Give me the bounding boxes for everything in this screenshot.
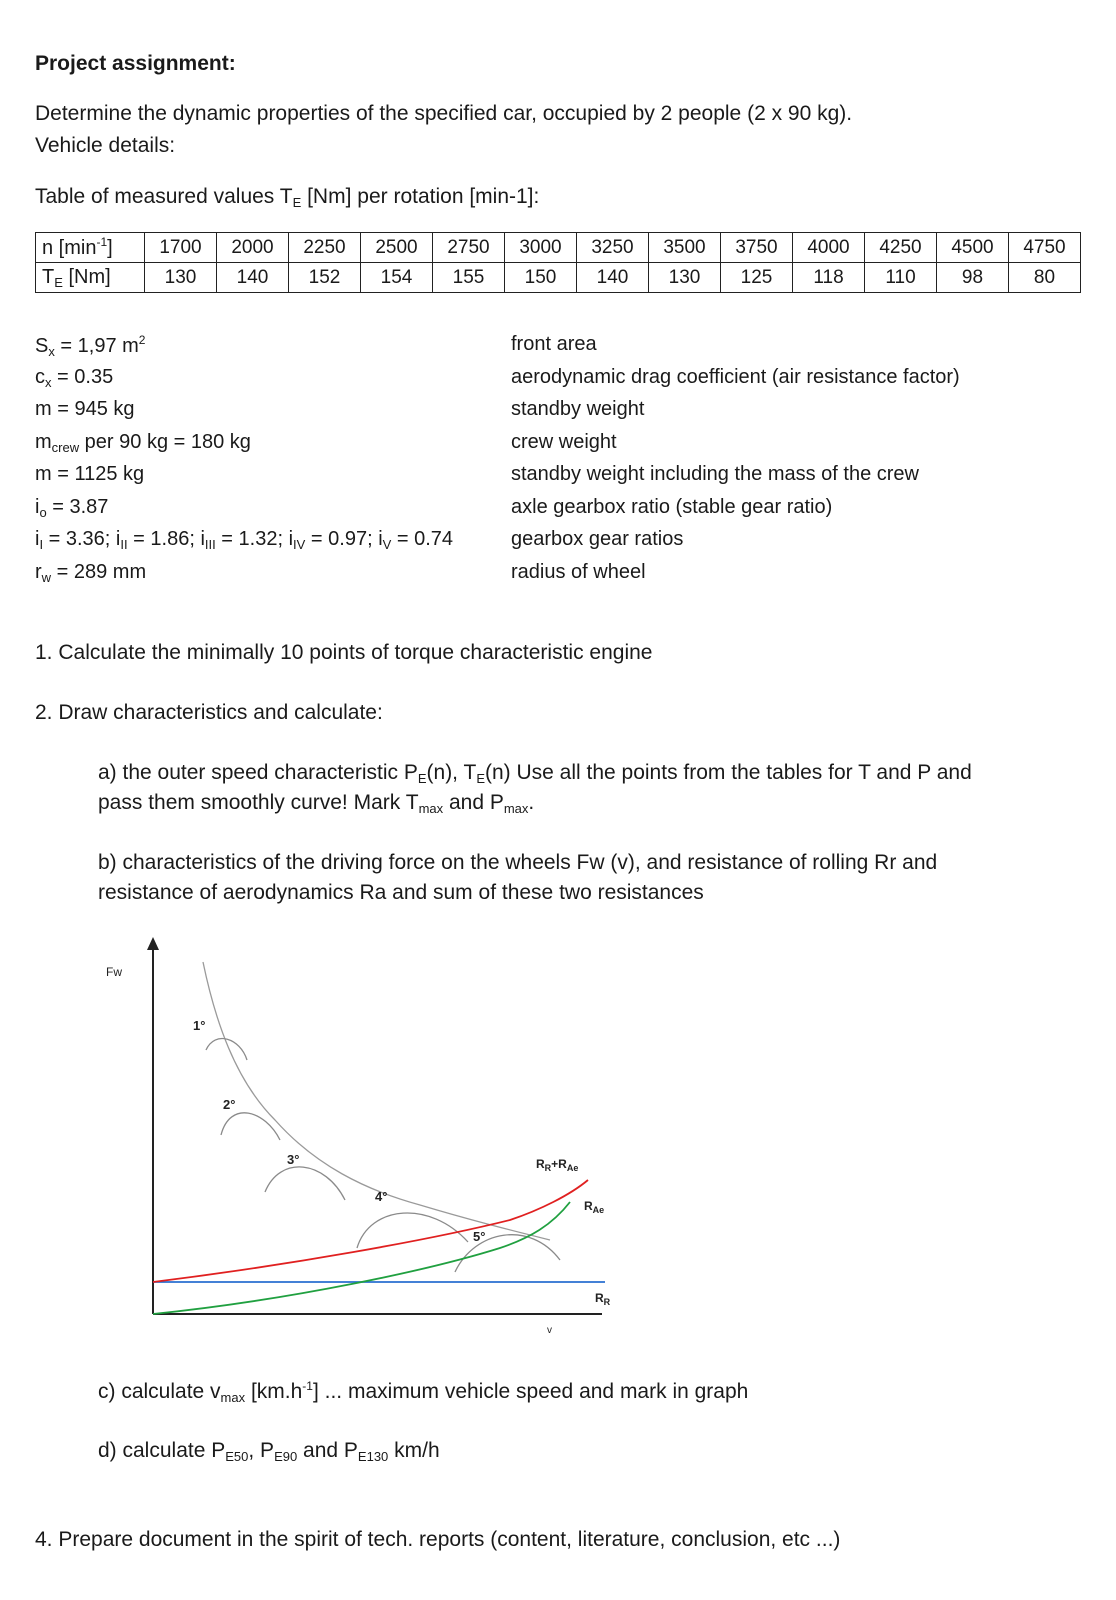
torque-cell: 154: [361, 263, 433, 293]
task-2d: d) calculate $P_{E50}$, $P_{E90}$ and $P_{E130}$ km/h: [98, 1439, 440, 1464]
task-2c: c) calculate $v_{max}$ $[km.h^{-1}]$ ... maximum vehicle speed and mark in graph: [98, 1379, 749, 1405]
total-resistance-curve: [153, 1180, 588, 1282]
gear-5-arc: [455, 1235, 560, 1272]
gear-4-label: 4°: [375, 1189, 388, 1204]
table-row-rpm: [36, 233, 1081, 263]
rpm-cell: 4500: [937, 233, 1009, 263]
intro-line-2: Vehicle details:: [35, 134, 176, 157]
torque-cell: 118: [793, 263, 865, 293]
rpm-cell: 2750: [433, 233, 505, 263]
spec-desc: axle gearbox ratio (stable gear ratio): [511, 496, 833, 518]
task-1: 1. Calculate the minimally 10 points of torque characteristic engine: [35, 641, 653, 664]
spec-axle-ratio: $i_o = 3.87$: [35, 496, 109, 520]
torque-cell: 150: [505, 263, 577, 293]
row-label-rpm: n $[\min^{-1}]$: [36, 233, 145, 263]
torque-cell: 152: [289, 263, 361, 293]
rpm-cell: 2250: [289, 233, 361, 263]
row-label-torque: $T_E$ [Nm]: [36, 263, 145, 293]
table-caption: Table of measured values $T_E$ [Nm] per rotation [min-1]:: [35, 185, 540, 210]
spec-desc: radius of wheel: [511, 561, 646, 583]
task-2a-line-2: pass them smoothly curve! Mark $T_{max}$ and $P_{max}$.: [98, 791, 535, 816]
torque-cell: 130: [145, 263, 217, 293]
gear-1-label: 1°: [193, 1018, 206, 1033]
rpm-cell: 3000: [505, 233, 577, 263]
torque-cell: 80: [1009, 263, 1081, 293]
spec-front-area: $S_x = 1,97$ $m^2$: [35, 333, 146, 359]
rpm-cell: 2000: [217, 233, 289, 263]
page-title: Project assignment:: [35, 52, 236, 75]
measured-values-table: [35, 232, 1081, 293]
spec-desc: standby weight including the mass of the crew: [511, 463, 919, 485]
torque-cell: 140: [217, 263, 289, 293]
torque-cell: 98: [937, 263, 1009, 293]
task-2: 2. Draw characteristics and calculate:: [35, 701, 383, 724]
gear-4-arc: [357, 1213, 468, 1248]
table-row-torque: [36, 263, 1081, 293]
gear-5-label: 5°: [473, 1229, 486, 1244]
x-axis-label: v: [547, 1325, 552, 1336]
spec-desc: standby weight: [511, 398, 645, 420]
rpm-cell: 2500: [361, 233, 433, 263]
spec-gear-ratios: $i_I = 3.36$; $i_{II} = 1.86$; $i_{III} = 1.32$; $i_{IV} = 0.97$; $i_V = 0.74$: [35, 528, 454, 552]
gear-3-label: 3°: [287, 1152, 300, 1167]
task-2b-line-2: resistance of aerodynamics Ra and sum of these two resistances: [98, 881, 704, 904]
traction-diagram: [90, 930, 650, 1350]
rpm-cell: 3250: [577, 233, 649, 263]
torque-cell: 110: [865, 263, 937, 293]
rpm-cell: 4000: [793, 233, 865, 263]
spec-total-weight: m = 1125 kg: [35, 463, 145, 485]
rolling-resistance-label: $R_R$: [595, 1291, 611, 1307]
y-axis-arrow: [147, 937, 159, 950]
torque-cell: 140: [577, 263, 649, 293]
spec-drag-coefficient: $c_x = 0.35$: [35, 366, 114, 390]
spec-desc: front area: [511, 333, 597, 355]
spec-desc: gearbox gear ratios: [511, 528, 684, 550]
spec-desc: aerodynamic drag coefficient (air resistance factor): [511, 366, 960, 388]
aero-resistance-label: $R_{Ae}$: [584, 1199, 605, 1215]
spec-wheel-radius: $r_w = 289$ mm: [35, 561, 147, 585]
task-2b-line-1: b) characteristics of the driving force on the wheels Fw (v), and resistance of rolling Rr and: [98, 851, 938, 874]
torque-cell: 125: [721, 263, 793, 293]
task-2a-line-1: a) the outer speed characteristic $P_E(n)$, $T_E(n)$ Use all the points from the tables for T and P and: [98, 761, 972, 786]
torque-cell: 130: [649, 263, 721, 293]
torque-cell: 155: [433, 263, 505, 293]
rpm-cell: 1700: [145, 233, 217, 263]
gear-3-arc: [265, 1167, 345, 1200]
spec-crew-weight: $m_{crew}$ per 90 kg = 180 kg: [35, 431, 251, 455]
task-4: 4. Prepare document in the spirit of tech. reports (content, literature, conclusion, etc ...): [35, 1528, 841, 1551]
rpm-cell: 4250: [865, 233, 937, 263]
sum-resistance-label: $R_R+R_{Ae}$: [536, 1157, 579, 1173]
aero-resistance-curve: [153, 1202, 570, 1314]
rpm-cell: 3750: [721, 233, 793, 263]
rpm-cell: 3500: [649, 233, 721, 263]
spec-desc: crew weight: [511, 431, 617, 453]
spec-standby-weight: m = 945 kg: [35, 398, 135, 420]
rpm-cell: 4750: [1009, 233, 1081, 263]
y-axis-label: Fw: [106, 965, 122, 979]
gear-2-label: 2°: [223, 1097, 236, 1112]
intro-line-1: Determine the dynamic properties of the specified car, occupied by 2 people (2 x 90 kg).: [35, 102, 853, 125]
